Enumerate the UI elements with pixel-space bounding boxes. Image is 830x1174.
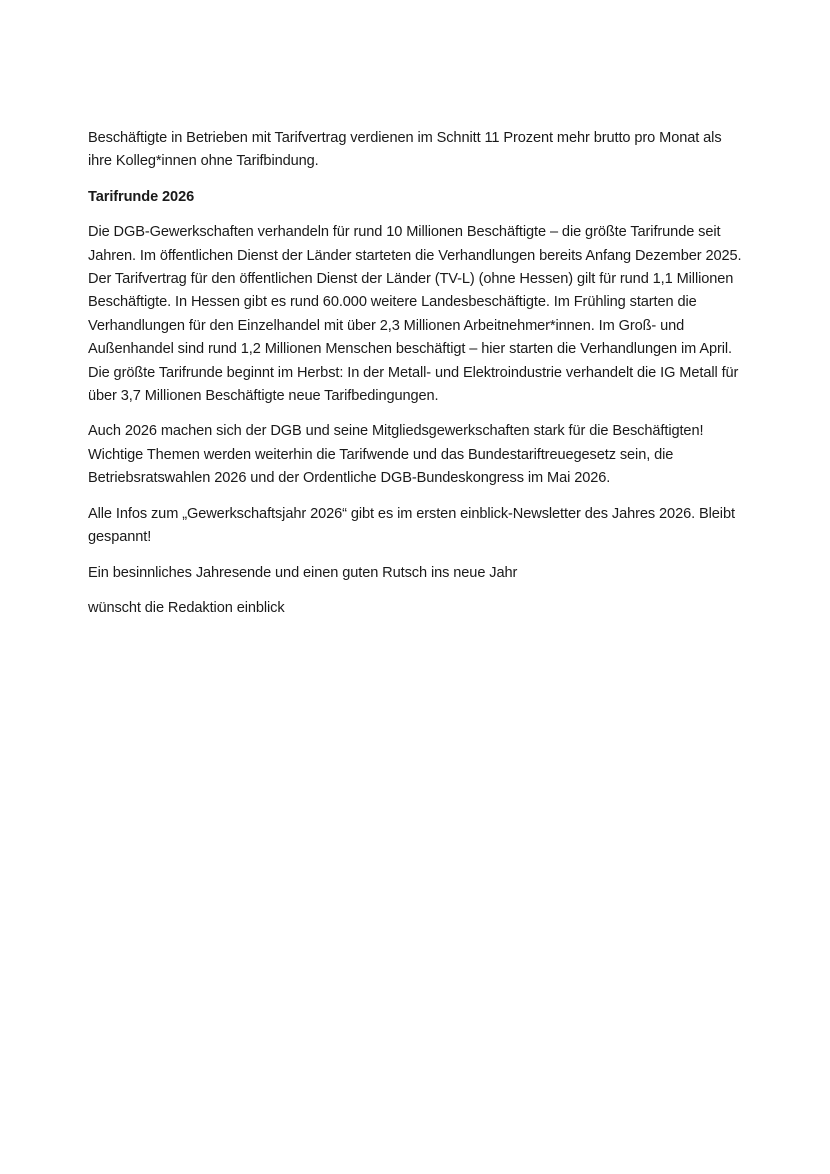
- closing-line-2: wünscht die Redaktion einblick: [88, 599, 285, 616]
- section-heading: Tarifrunde 2026: [88, 188, 195, 205]
- body-paragraph-1: Die DGB-Gewerkschaften verhandeln für rund 10 Millionen Beschäftigte – die größte Tarifrunde seit Jahren. Im öffentlichen Dienst der Länder starteten die Verhandlungen bereits Anfang Dezember 2025. Der Tarifvertrag für den öffentlichen Dienst der Länder (TV-L) (ohne Hessen) gilt für rund 1,1 Millionen Beschäftigte. In Hessen gibt es rund 60.000 weitere Landesbeschäftigte. Im Frühling starten die Verhandlungen für den Einzelhandel mit über 2,3 Millionen Arbeitnehmer*innen. Im Groß- und Außenhandel sind rund 1,2 Millionen Menschen beschäftigt – hier starten die Verhandlungen im April. Die größte Tarifrunde beginnt im Herbst: In der Metall- und Elektroindustrie verhandelt die IG Metall für über 3,7 Millionen Beschäftigte neue Tarifbedingungen.: [88, 224, 742, 405]
- body-paragraph-3: Alle Infos zum „Gewerkschaftsjahr 2026“ gibt es im ersten einblick-Newsletter des Jahres 2026. Bleibt gespannt!: [88, 505, 735, 546]
- document-page: [88, 127, 748, 632]
- body-paragraph-2: Auch 2026 machen sich der DGB und seine Mitgliedsgewerkschaften stark für die Beschäftigten! Wichtige Themen werden weiterhin die Tarifwende und das Bundestariftreuegesetz sein, die Betriebsratswahlen 2026 und der Ordentliche DGB-Bundeskongress im Mai 2026.: [88, 423, 704, 487]
- intro-paragraph: Beschäftigte in Betrieben mit Tarifvertrag verdienen im Schnitt 11 Prozent mehr brutto pro Monat als ihre Kolleg*innen ohne Tarifbindung.: [88, 130, 722, 170]
- closing-line-1: Ein besinnliches Jahresende und einen guten Rutsch ins neue Jahr: [88, 564, 518, 581]
